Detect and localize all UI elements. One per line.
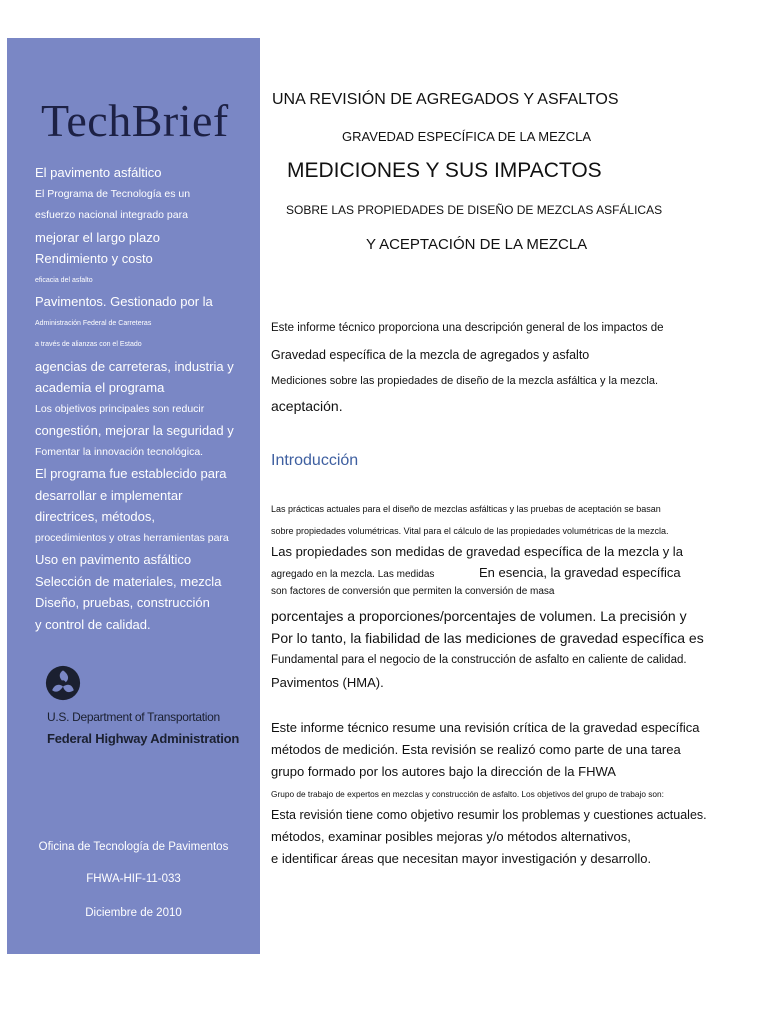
sidebar-line: y control de calidad.: [35, 616, 151, 632]
sidebar-line: Pavimentos. Gestionado por la: [35, 294, 213, 309]
intro-line: agregado en la mezcla. Las medidas: [271, 569, 435, 580]
intro-heading: Introducción: [271, 452, 359, 469]
sidebar-line: eficacia del asfalto: [35, 276, 93, 284]
intro-line: Este informe técnico resume una revisión crítica de la gravedad específica: [271, 720, 700, 735]
intro-line: grupo formado por los autores bajo la dirección de la FHWA: [271, 764, 616, 779]
intro-line: métodos, examinar posibles mejoras y/o métodos alternativos,: [271, 829, 631, 844]
sidebar-line: El pavimento asfáltico: [35, 165, 162, 180]
sidebar-line: Rendimiento y costo: [35, 251, 153, 266]
sidebar-line: desarrollar e implementar: [35, 487, 183, 503]
intro-line: Las prácticas actuales para el diseño de mezclas asfálticas y las pruebas de aceptación se basan: [271, 504, 661, 514]
fhwa-agency-name: Federal Highway Administration: [47, 731, 240, 746]
intro-line: Esta revisión tiene como objetivo resumir los problemas y cuestiones actuales.: [271, 808, 707, 822]
sidebar-line: procedimientos y otras herramientas para: [35, 531, 229, 544]
abstract-line: aceptación.: [271, 398, 343, 414]
intro-line: Las propiedades son medidas de gravedad específica de la mezcla y la: [271, 544, 683, 559]
intro-line: Por lo tanto, la fiabilidad de las mediciones de gravedad específica es: [271, 630, 704, 646]
intro-line: En esencia, la gravedad específica: [479, 565, 681, 580]
intro-line: métodos de medición. Esta revisión se realizó como parte de una tarea: [271, 742, 681, 757]
techbrief-logo: TechBrief: [41, 95, 229, 146]
abstract-line: Gravedad específica de la mezcla de agregados y asfalto: [271, 348, 590, 362]
sidebar-line: congestión, mejorar la seguridad y: [35, 423, 234, 438]
sidebar-line: Fomentar la innovación tecnológica.: [35, 445, 204, 458]
sidebar-line: esfuerzo nacional integrado para: [35, 209, 188, 221]
intro-line: porcentajes a proporciones/porcentajes de volumen. La precisión y: [271, 608, 687, 624]
title-line-4: SOBRE LAS PROPIEDADES DE DISEÑO DE MEZCLAS ASFÁLICAS: [286, 203, 663, 217]
title-line-2: GRAVEDAD ESPECÍFICA DE LA MEZCLA: [342, 129, 591, 144]
report-number: FHWA-HIF-11-033: [86, 873, 181, 885]
intro-line: son factores de conversión que permiten la conversión de masa: [271, 586, 555, 597]
sidebar-line: agencias de carreteras, industria y: [35, 358, 234, 374]
sidebar-line: a través de alianzas con el Estado: [35, 341, 142, 348]
intro-line: Pavimentos (HMA).: [271, 675, 384, 690]
intro-line: sobre propiedades volumétricas. Vital para el cálculo de las propiedades volumétricas de la mezcla.: [271, 526, 669, 536]
sidebar-line: El programa fue establecido para: [35, 466, 227, 481]
sidebar-line: academia el programa: [35, 380, 165, 395]
sidebar-line: mejorar el largo plazo: [35, 229, 161, 245]
office-name: Oficina de Tecnología de Pavimentos: [38, 841, 229, 853]
publication-date: Diciembre de 2010: [85, 907, 182, 919]
title-line-5: Y ACEPTACIÓN DE LA MEZCLA: [366, 236, 588, 253]
dot-agency-name: U.S. Department of Transportation: [47, 710, 220, 724]
intro-line: Fundamental para el negocio de la construcción de asfalto en caliente de calidad.: [271, 654, 687, 666]
sidebar-line: Los objetivos principales son reducir: [35, 402, 205, 415]
abstract-line: Este informe técnico proporciona una descripción general de los impactos de: [271, 322, 664, 334]
abstract-line: Mediciones sobre las propiedades de diseño de la mezcla asfáltica y la mezcla.: [271, 375, 659, 387]
sidebar-line: Uso en pavimento asfáltico: [35, 552, 192, 567]
intro-line: Grupo de trabajo de expertos en mezclas y construcción de asfalto. Los objetivos del grupo de trabajo son:: [271, 789, 664, 799]
intro-line: e identificar áreas que necesitan mayor investigación y desarrollo.: [271, 851, 652, 866]
title-line-1: UNA REVISIÓN DE AGREGADOS Y ASFALTOS: [272, 91, 619, 108]
sidebar-line: Administración Federal de Carreteras: [35, 319, 152, 327]
sidebar-line: directrices, métodos,: [35, 509, 155, 524]
title-line-3: MEDICIONES Y SUS IMPACTOS: [287, 159, 602, 182]
sidebar-line: Selección de materiales, mezcla: [35, 573, 222, 589]
sidebar-line: Diseño, pruebas, construcción: [35, 595, 210, 610]
sidebar-line: El Programa de Tecnología es un: [35, 187, 191, 200]
